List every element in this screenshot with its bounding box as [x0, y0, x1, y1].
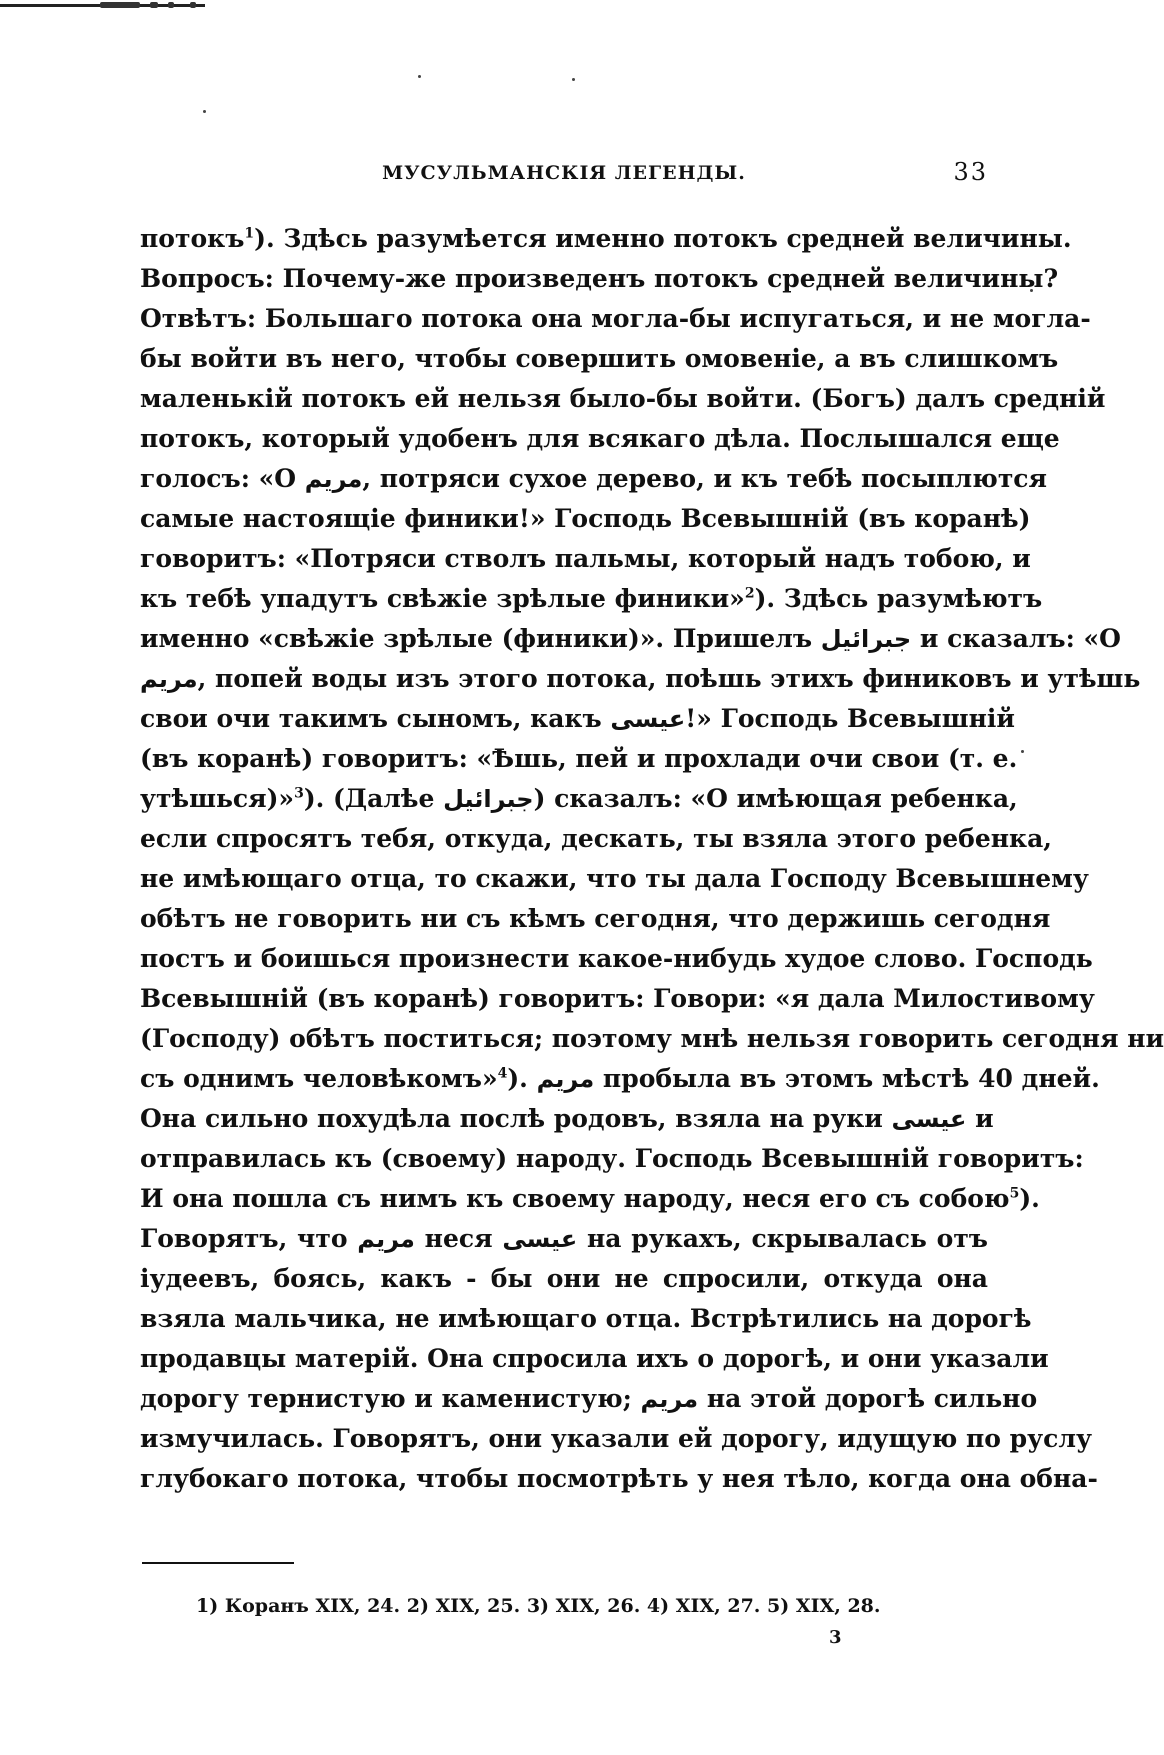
text-segment: не имѣющаго отца, то скажи, что ты дала Господу Всевышнему — [140, 864, 1089, 893]
text-segment: (Господу) обѣтъ поститься; поэтому мнѣ нельзя говорить сегодня ни — [140, 1024, 1164, 1053]
text-line — [140, 499, 1031, 539]
text-segment: !» Господь Всевышній — [685, 704, 1015, 733]
page-header — [140, 158, 988, 192]
text-line — [140, 259, 1059, 299]
text-segment: Она сильно похудѣла послѣ родовъ, взяла на руки — [140, 1104, 892, 1133]
text-line — [140, 379, 1106, 419]
text-line — [140, 1339, 1049, 1379]
text-line — [140, 619, 1121, 659]
page-number: 33 — [953, 158, 988, 186]
text-segment: и сказалъ: «О — [911, 624, 1121, 653]
text-segment: (въ коранѣ) говоритъ: «Ѣшь, пей и прохлади очи свои (т. е. — [140, 744, 1018, 773]
text-segment: пробыла въ этомъ мѣстѣ 40 дней. — [594, 1064, 1100, 1093]
scan-speck — [572, 78, 575, 81]
text-segment: ). Здѣсь разумѣютъ — [754, 584, 1043, 613]
text-segment: если спросятъ тебя, откуда, дескать, ты взяла этого ребенка, — [140, 824, 1052, 853]
text-line — [140, 899, 1051, 939]
text-segment: іудеевъ, боясь, какъ - бы они не спросили, откуда она — [140, 1264, 988, 1293]
text-line — [140, 699, 1015, 739]
text-line — [140, 1379, 1038, 1419]
footnote-marker: 3 — [294, 785, 304, 802]
footnote-divider — [142, 1562, 294, 1564]
text-segment: Вопросъ: Почему-же произведенъ потокъ средней величины? — [140, 264, 1059, 293]
arabic-name: مريم — [640, 1385, 699, 1413]
text-line — [140, 579, 1043, 619]
scan-smudge — [0, 0, 250, 12]
text-line — [140, 1219, 988, 1259]
text-line — [140, 659, 1141, 699]
arabic-name: مريم — [357, 1225, 415, 1253]
arabic-name: مريم — [140, 665, 198, 693]
text-line — [140, 539, 1031, 579]
text-line — [140, 1419, 1092, 1459]
text-line — [140, 939, 1093, 979]
text-segment: потокъ — [140, 224, 245, 253]
text-segment: и — [966, 1104, 994, 1133]
text-line — [140, 1299, 1032, 1339]
arabic-name: جبرائيل — [820, 625, 912, 653]
text-segment: Всевышній (въ коранѣ) говоритъ: Говори: «я дала Милостивому — [140, 984, 1095, 1013]
text-line — [140, 1259, 988, 1299]
text-segment: на этой дорогѣ сильно — [698, 1384, 1038, 1413]
arabic-name: عيسى — [891, 1105, 967, 1133]
scan-speck — [418, 75, 421, 78]
text-segment: самые настоящіе финики!» Господь Всевышній (въ коранѣ) — [140, 504, 1031, 533]
text-line — [140, 739, 1018, 779]
text-segment: постъ и боишься произнести какое-нибудь худое слово. Господь — [140, 944, 1093, 973]
text-segment: свои очи такимъ сыномъ, какъ — [140, 704, 611, 733]
text-segment: отправилась къ (своему) народу. Господь Всевышній говоритъ: — [140, 1144, 1084, 1173]
footnote-marker: 1 — [244, 225, 255, 242]
arabic-name: مريم — [536, 1065, 595, 1093]
text-line — [140, 459, 1048, 499]
footnote-marker: 4 — [497, 1065, 508, 1082]
text-segment: Отвѣтъ: Большаго потока она могла-бы испугаться, и не могла- — [140, 304, 1091, 333]
text-segment: дорогу тернистую и каменистую; — [140, 1384, 641, 1413]
text-segment: ) сказалъ: «О имѣющая ребенка, — [533, 784, 1018, 813]
text-segment: потокъ, который удобенъ для всякаго дѣла. Послышался еще — [140, 424, 1060, 453]
text-segment: взяла мальчика, не имѣющаго отца. Встрѣтились на дорогѣ — [140, 1304, 1032, 1333]
text-line — [140, 1019, 1164, 1059]
text-line — [140, 219, 1072, 259]
text-line — [140, 819, 1052, 859]
text-line — [140, 1059, 1100, 1099]
text-line — [140, 1179, 1040, 1219]
arabic-name: مريم — [304, 465, 363, 493]
text-segment: ). — [507, 1064, 537, 1093]
text-segment: къ тебѣ упадутъ свѣжіе зрѣлые финики» — [140, 584, 745, 613]
text-segment: И она пошла съ нимъ къ своему народу, неся его съ собою — [140, 1184, 1010, 1213]
scan-speck — [1021, 750, 1024, 753]
arabic-name: جبرائيل — [443, 785, 534, 813]
text-line — [140, 979, 1095, 1019]
text-line — [140, 859, 1089, 899]
text-segment: ). Здѣсь разумѣется именно потокъ средней величины. — [254, 224, 1072, 253]
text-line — [140, 779, 1018, 819]
scan-speck — [203, 110, 206, 113]
running-title: МУСУЛЬМАНСКІЯ ЛЕГЕНДЫ. — [382, 162, 746, 184]
text-segment: , потряси сухое дерево, и къ тебѣ посыплются — [362, 464, 1048, 493]
text-segment: бы войти въ него, чтобы совершить омовеніе, а въ слишкомъ — [140, 344, 1059, 373]
text-segment: измучилась. Говорятъ, они указали ей дорогу, идущую по руслу — [140, 1424, 1092, 1453]
text-line — [140, 419, 1060, 459]
footnote-marker: 5 — [1009, 1185, 1020, 1202]
text-segment: Говорятъ, что — [140, 1224, 358, 1253]
text-segment: голосъ: «О — [140, 464, 305, 493]
text-segment: обѣтъ не говорить ни съ кѣмъ сегодня, что держишь сегодня — [140, 904, 1051, 933]
text-segment: глубокаго потока, чтобы посмотрѣть у нея тѣло, когда она обна- — [140, 1464, 1098, 1493]
text-segment: ). — [1019, 1184, 1040, 1213]
text-line — [140, 1459, 1098, 1499]
footnote-marker: 2 — [744, 585, 755, 602]
text-segment: ). (Далѣе — [303, 784, 444, 813]
arabic-name: عيسى — [502, 1225, 578, 1253]
text-segment: говоритъ: «Потряси стволъ пальмы, который надъ тобою, и — [140, 544, 1031, 573]
text-segment: продавцы матерій. Она спросила ихъ о дорогѣ, и они указали — [140, 1344, 1049, 1373]
text-line — [140, 1139, 1084, 1179]
arabic-name: عيسى — [610, 705, 686, 733]
text-segment: , попей воды изъ этого потока, поѣшь этихъ финиковъ и утѣшь — [197, 664, 1141, 693]
text-segment: именно «свѣжіе зрѣлые (финики)». Пришелъ — [140, 624, 821, 653]
text-line — [140, 1099, 994, 1139]
text-line — [140, 339, 1059, 379]
signature-mark: 3 — [829, 1627, 842, 1648]
footnotes: 1) Коранъ XIX, 24. 2) XIX, 25. 3) XIX, 26. 4) XIX, 27. 5) XIX, 28. — [196, 1595, 881, 1617]
text-segment: утѣшься)» — [140, 784, 295, 813]
text-segment: неся — [414, 1224, 503, 1253]
text-segment: маленькій потокъ ей нельзя было-бы войти. (Богъ) далъ средній — [140, 384, 1106, 413]
text-segment: съ однимъ человѣкомъ» — [140, 1064, 498, 1093]
text-line — [140, 299, 1091, 339]
text-segment: на рукахъ, скрывалась отъ — [577, 1224, 988, 1253]
body-text — [140, 219, 1164, 1499]
